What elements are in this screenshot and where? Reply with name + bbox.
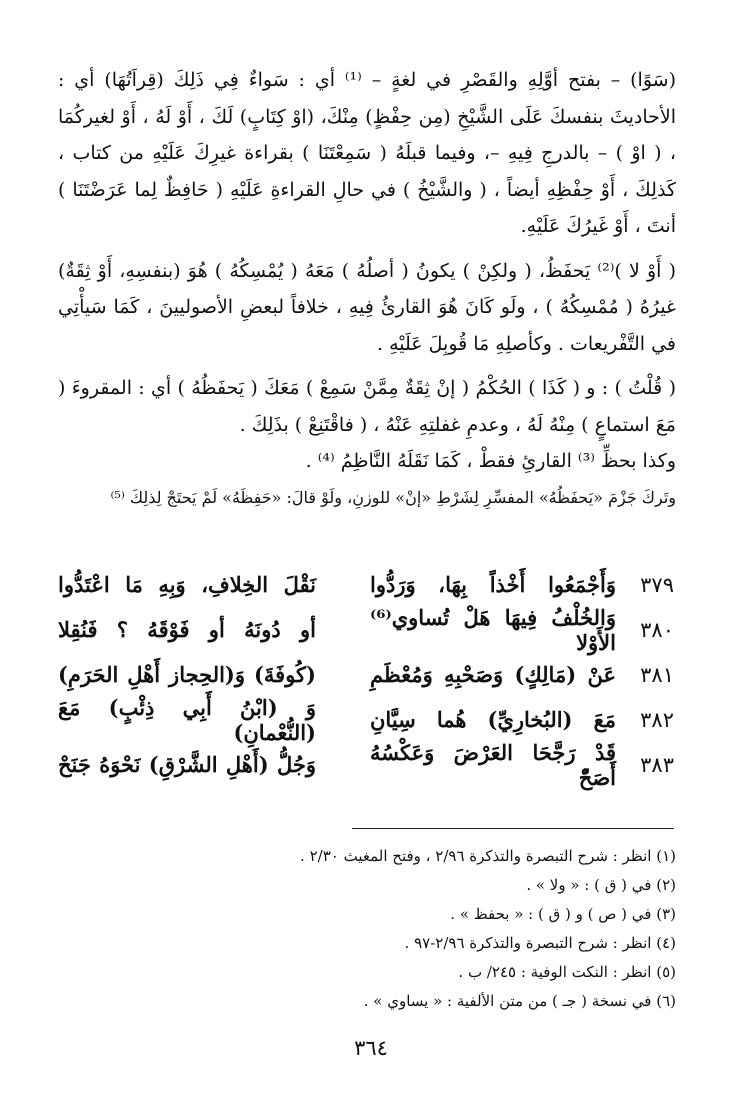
verse-second-hemistich: (كُوفَةَ) وَ(الحِجاز أَهْلِ الحَرَمِ) [58, 662, 316, 687]
commentary-text [58, 62, 676, 516]
commentary-paragraph-3: ( قُلْتُ ) : و ( كَذَا ) الحُكْمُ ( إنْ ثِقَةٌ مِمَّنْ سَمِعْ ) مَعَكَ ( يَحفَظُهُ ) أي : المقروءَ ( مَعَ استماعٍ ) مِنْهُ لَهُ ، وعدمِ غفلتِهِ عَنْهُ ، ( فاقْتَنِعْ ) بذَلِكَ . [58, 377, 676, 436]
footnote-6: (٦) في نسخة ( جـ ) من متن الألفية : « يساوي » . [363, 992, 676, 1010]
verse-380 [58, 604, 674, 655]
verse-second-hemistich: أو دُونَهُ أو فَوْقَهُ ؟ فَنُقِلا [58, 617, 316, 642]
commentary-paragraph-2: ( أَوْ لا )⁽²⁾ يَحفَظُ، ( ولكِنْ ) يكونُ ( أصلُهُ ) مَعَهُ ( يُمْسِكُهُ ) هُوَ (بنفسِهِ، أَوْ ثِقَةٌ) غيرُهُ ( مُمْسِكُهُ ) ، ولَو كَانَ هُوَ القارئُ فِيهِ ، خلافاً لبعضِ الأصوليينَ ، كَمَا سَيأْتِي في التَّفْريعات . وكأصلِهِ مَا قُوبِلَ عَلَيْهِ . [58, 259, 676, 355]
verse-382 [58, 694, 674, 745]
footnote-1: (١) انظر : شرح التبصرة والتذكرة ٢/٩٦ ، وفتح المغيث ٢/٣٠ . [300, 847, 676, 865]
footnote-separator [352, 828, 674, 829]
verse-number: ٣٨٣ [640, 752, 674, 777]
verse-second-hemistich: وَجُلُّ (أَهْلِ الشَّرْقِ) نَحْوَهُ جَنَحْ [58, 752, 316, 777]
verse-first-hemistich: قَدْ رَجَّحَا العَرْضَ وَعَكْسُهُ أَصَحّْ [370, 739, 616, 790]
verse-number: ٣٧٩ [640, 572, 674, 597]
verse-379 [58, 562, 674, 607]
commentary-paragraph-1: (سَوًا) – بفتح أوَّلِهِ والقَصْرِ في لغةٍ – ⁽¹⁾ أي : سَواءٌ فِي ذَلِكَ (قِراَتُهَا) أي : الأحاديثَ بنفسكَ عَلَى الشَّيْخِ (مِن حِفْظٍ) مِنْكَ، (اوْ كِتَابٍ) لَكَ ، أَوْ لَهُ ، أَوْ لغيركُمَا ، ( اوْ ) – بالدرجِ فِيهِ –، وفيما قبلَهُ ( سَمِعْتَنَا ) بقراءة غيرِكَ عَلَيْهِ من كتاب ، كَذلِكَ ، أَوْ حِفْظِهِ أيضاً ، ( والشَّيْخُ ) في حالِ القراءةِ عَلَيْهِ ( حَافِظٌ لِما عَرَضْتَنَا ) أنتَ ، أَوْ غَيرُكَ عَلَيْهِ. [58, 69, 676, 237]
verse-first-hemistich: عَنْ (مَالِكٍ) وَصَحْبِهِ وَمُعْظَمِ [370, 662, 616, 687]
footnotes [58, 842, 676, 1016]
poem-verses [58, 562, 674, 790]
verse-first-hemistich: مَعَ (البُخارِيِّ) هُما سِيَّانِ [370, 707, 616, 732]
verse-second-hemistich: وَ (ابْنُ أَبِي ذِئْبٍ) مَعَ (النُّعْمانِ) [58, 694, 316, 745]
page-number: ٣٦٤ [354, 1036, 388, 1060]
verse-number: ٣٨٠ [640, 617, 674, 642]
footnote-4: (٤) انظر : شرح التبصرة والتذكرة ٢/٩٦-٩٧ . [404, 934, 676, 952]
commentary-paragraph-5: وتَركَ جَزْمَ «يَحفَظُهُ» المفسِّرِ لِشَرْطِ «إنْ» للوزنِ، ولَوْ قالَ: «حَفِظَهُ» لَمْ يَحتَجْ لِذلِكَ ⁽⁵⁾ [110, 487, 676, 507]
footnote-3: (٣) في ( ص ) و ( ق ) : « بحفظ » . [450, 905, 676, 923]
verse-number: ٣٨١ [640, 662, 674, 687]
footnote-2: (٢) في ( ق ) : « ولا » . [526, 876, 676, 894]
verse-381 [58, 652, 674, 697]
footnote-5: (٥) انظر : النكت الوفية : ٢٤٥/ ب . [458, 963, 676, 981]
commentary-paragraph-4: وكذا بحظِّ ⁽³⁾ القارئِ فقطْ ، كَمَا نَقَلَهُ النَّاظِمُ ⁽⁴⁾ . [305, 450, 676, 472]
verse-second-hemistich: نَقْلَ الخِلافِ، وَبِهِ مَا اعْتَدُّوا [58, 572, 316, 597]
verse-number: ٣٨٢ [640, 707, 674, 732]
verse-first-hemistich: وَالخُلْفُ فِيهَا هَلْ تُساوي⁽⁶⁾ الأَوْلا [370, 604, 616, 655]
verse-383 [58, 739, 674, 790]
verse-first-hemistich: وَأَجْمَعُوا أَخْذاً بِهَا، وَرَدُّوا [370, 572, 616, 597]
